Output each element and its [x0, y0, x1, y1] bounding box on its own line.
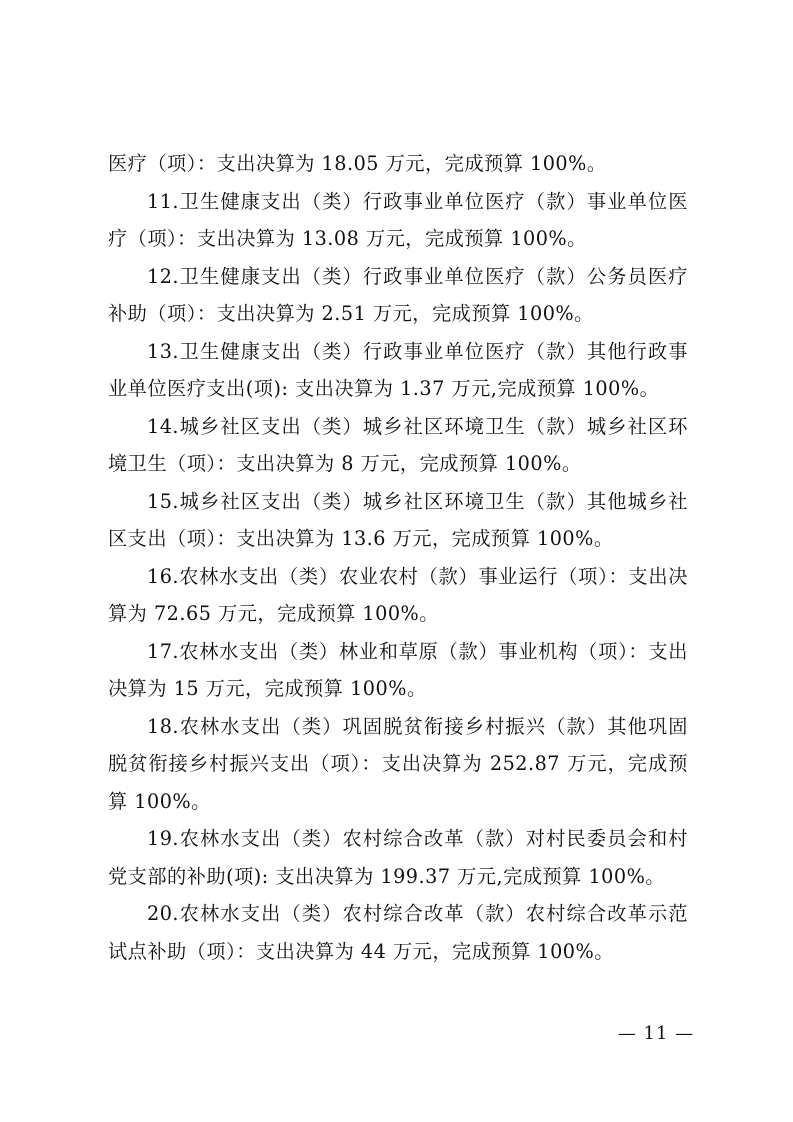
paragraph-item-12: 12.卫生健康支出（类）行政事业单位医疗（款）公务员医疗补助（项）：支出决算为 2.51 万元，完成预算 100%。	[108, 264, 688, 325]
paragraph-item-14: 14.城乡社区支出（类）城乡社区环境卫生（款）城乡社区环境卫生（项）：支出决算为 8 万元，完成预算 100%。	[108, 414, 688, 475]
paragraph-continued: 医疗（项）：支出决算为 18.05 万元，完成预算 100%。	[108, 152, 607, 175]
page-number: — 11 —	[617, 1023, 695, 1044]
paragraph-item-15: 15.城乡社区支出（类）城乡社区环境卫生（款）其他城乡社区支出（项）：支出决算为 13.6 万元，完成预算 100%。	[108, 489, 688, 550]
paragraph-item-19: 19.农林水支出（类）农村综合改革（款）对村民委员会和村党支部的补助(项): 支出决算为 199.37 万元,完成预算 100%。	[108, 827, 688, 888]
paragraph-item-13: 13.卫生健康支出（类）行政事业单位医疗（款）其他行政事业单位医疗支出(项): 支出决算为 1.37 万元,完成预算 100%。	[108, 339, 688, 400]
paragraph-item-20: 20.农林水支出（类）农村综合改革（款）农村综合改革示范试点补助（项）：支出决算为 44 万元，完成预算 100%。	[108, 902, 688, 963]
paragraph-item-17: 17.农林水支出（类）林业和草原（款）事业机构（项）：支出决算为 15 万元，完成预算 100%。	[108, 639, 688, 700]
paragraph-item-18: 18.农林水支出（类）巩固脱贫衔接乡村振兴（款）其他巩固脱贫衔接乡村振兴支出（项）：支出决算为 252.87 万元，完成预算 100%。	[108, 714, 688, 813]
paragraph-item-11: 11.卫生健康支出（类）行政事业单位医疗（款）事业单位医疗（项）：支出决算为 13.08 万元，完成预算 100%。	[108, 189, 688, 250]
document-body	[108, 145, 688, 970]
paragraph-item-16: 16.农林水支出（类）农业农村（款）事业运行（项）：支出决算为 72.65 万元，完成预算 100%。	[108, 564, 688, 625]
